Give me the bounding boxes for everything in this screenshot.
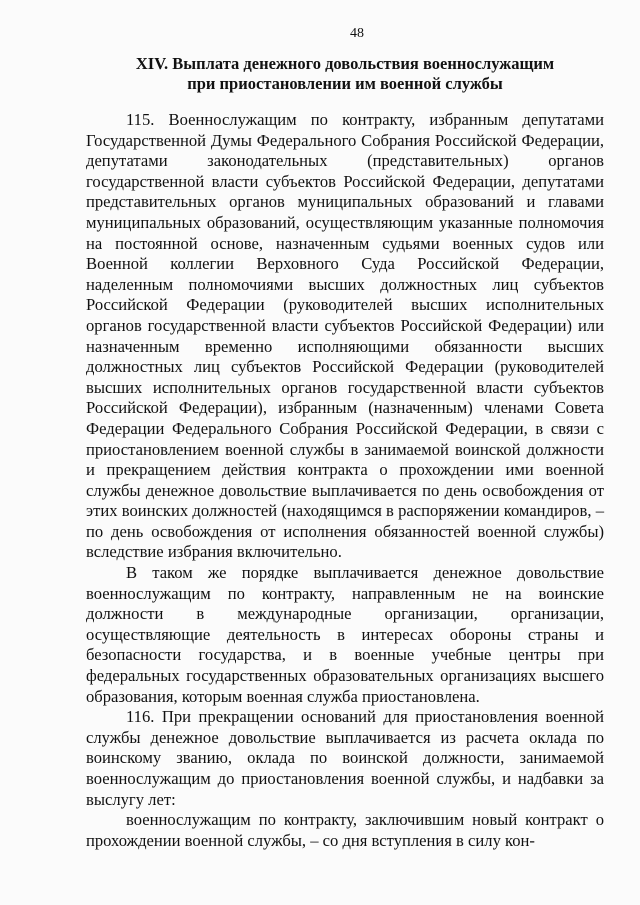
page-number: 48: [350, 26, 364, 41]
section-heading: [86, 54, 604, 94]
section-heading-line-1: XIV. Выплата денежного довольствия военнослужащим: [135, 54, 555, 73]
paragraph-115: 115. Военнослужащим по контракту, избранным депутатами Государственной Думы Федерального Собрания Российской Федерации, депутатами законодательных (представительных) органов государственной власти субъектов Российской Федерации, депутатами представительных органов муниципальных образований и главами муниципальных образований, осуществляющим указанные полномочия на постоянной основе, назначенным судьями военных судов или Военной коллегии Верховного Суда Российской Федерации, наделенным полномочиями высших должностных лиц субъектов Российской Федерации (руководителей высших исполнительных органов государственной власти субъектов Российской Федерации) или назначенным временно исполняющими обязанности высших должностных лиц субъектов Российской Федерации (руководителей высших исполнительных органов государственной власти субъектов Российской Федерации), избранным (назначенным) членами Совета Федерации Федерального Собрания Российской Федерации, в связи с приостановлением военной службы в занимаемой воинской должности и прекращением действия контракта о прохождении ими военной службы денежное довольствие выплачивается по день освобождения от этих воинских должностей (находящимся в распоряжении командиров, – по день освобождения от исполнения обязанностей военной службы) вследствие избрания включительно.: [86, 110, 604, 562]
section-heading-line-2: при приостановлении им военной службы: [187, 74, 503, 93]
paragraph-116-item: военнослужащим по контракту, заключившим новый контракт о прохождении военной службы, – со дня вступления в силу кон-: [86, 810, 604, 850]
paragraph-116: 116. При прекращении оснований для приостановления военной службы денежное довольствие выплачивается из расчета оклада по воинскому званию, оклада по воинской должности, занимаемой военнослужащим до приостановления военной службы, и надбавки за выслугу лет:: [86, 707, 604, 809]
paragraph-115-continuation: В таком же порядке выплачивается денежное довольствие военнослужащим по контракту, направленным не на воинские должности в международные организации, организации, осуществляющие деятельность в интересах обороны страны и безопасности государства, и в военные учебные центры при федеральных государственных образовательных организациях высшего образования, которым военная служба приостановлена.: [86, 563, 604, 706]
